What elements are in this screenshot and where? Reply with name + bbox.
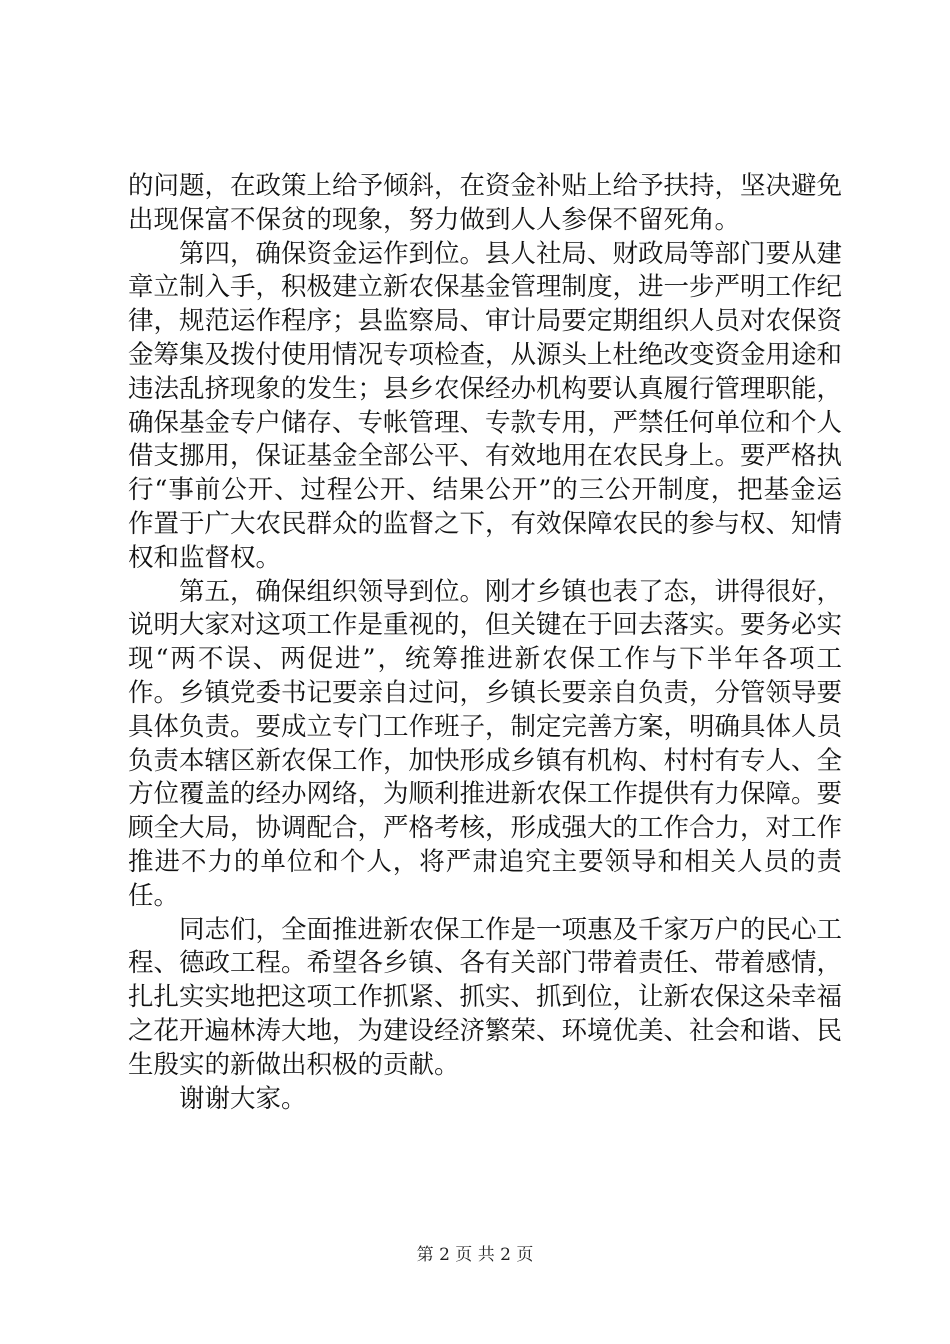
page-number-label: 第 2 页 共 2 页	[416, 1245, 534, 1265]
document-body	[128, 170, 842, 1116]
paragraph-fourth-point: 第四，确保资金运作到位。县人社局、财政局等部门要从建章立制入手，积极建立新农保基金管理制度，进一步严明工作纪律，规范运作程序；县监察局、审计局要定期组织人员对农保资金筹集及拨付使用情况专项检查，从源头上杜绝改变资金用途和违法乱挤现象的发生；县乡农保经办机构要认真履行管理职能，确保基金专户储存、专帐管理、专款专用，严禁任何单位和个人借支挪用，保证基金全部公平、有效地用在农民身上。要严格执行“事前公开、过程公开、结果公开”的三公开制度，把基金运作置于广大农民群众的监督之下，有效保障农民的参与权、知情权和监督权。	[128, 238, 843, 573]
page-footer	[0, 1244, 950, 1266]
paragraph-continuation: 的问题，在政策上给予倾斜，在资金补贴上给予扶持，坚决避免出现保富不保贫的现象，努力做到人人参保不留死角。	[128, 171, 843, 235]
paragraph-fifth-point: 第五，确保组织领导到位。刚才乡镇也表了态，讲得很好，说明大家对这项工作是重视的，但关键在于回去落实。要务必实现“两不误、两促进”，统筹推进新农保工作与下半年各项工作。乡镇党委书记要亲自过问，乡镇长要亲自负责，分管领导要具体负责。要成立专门工作班子，制定完善方案，明确具体人员负责本辖区新农保工作，加快形成乡镇有机构、村村有专人、全方位覆盖的经办网络，为顺利推进新农保工作提供有力保障。要顾全大局，协调配合，严格考核，形成强大的工作合力，对工作推进不力的单位和个人，将严肃追究主要领导和相关人员的责任。	[128, 576, 843, 911]
paragraph-thanks: 谢谢大家。	[179, 1083, 307, 1114]
paragraph-closing: 同志们，全面推进新农保工作是一项惠及千家万户的民心工程、德政工程。希望各乡镇、各有关部门带着责任、带着感情，扎扎实实地把这项工作抓紧、抓实、抓到位，让新农保这朵幸福之花开遍林涛大地，为建设经济繁荣、环境优美、社会和谐、民生殷实的新做出积极的贡献。	[128, 914, 843, 1080]
